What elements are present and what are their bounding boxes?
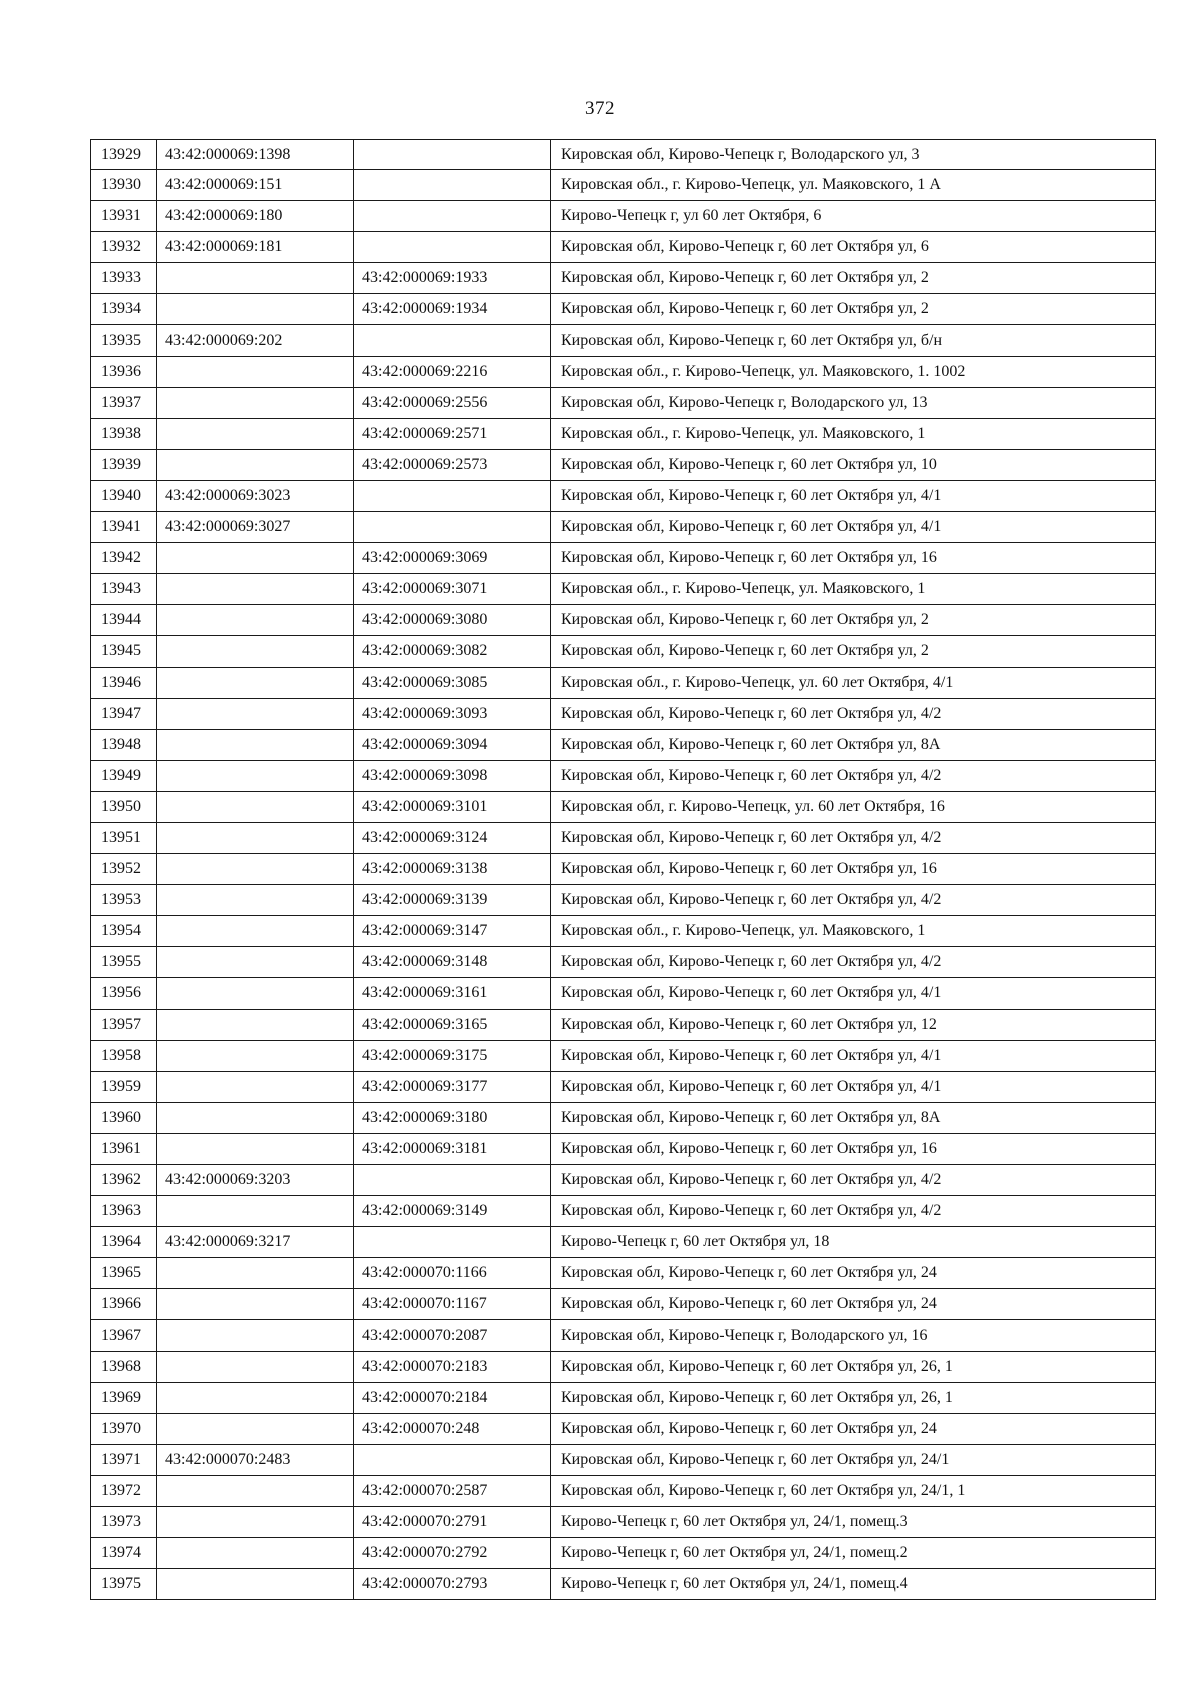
- address-cell: Кировская обл, Кирово-Чепецк г, 60 лет Октября ул, 8А: [551, 1102, 1156, 1133]
- cadastral-number-cell: [157, 356, 354, 387]
- related-cadastral-number-cell: 43:42:000070:2087: [354, 1320, 551, 1351]
- address-cell: Кировская обл., г. Кирово-Чепецк, ул. Маяковского, 1: [551, 916, 1156, 947]
- related-cadastral-number-cell: 43:42:000069:3098: [354, 760, 551, 791]
- cadastral-number-cell: [157, 854, 354, 885]
- row-number-cell: 13975: [91, 1569, 157, 1600]
- table-row: [91, 1196, 1156, 1227]
- related-cadastral-number-cell: [354, 1444, 551, 1475]
- cadastral-number-cell: [157, 1196, 354, 1227]
- table-row: [91, 791, 1156, 822]
- row-number-cell: 13939: [91, 449, 157, 480]
- address-cell: Кировская обл, Кирово-Чепецк г, 60 лет Октября ул, б/н: [551, 325, 1156, 356]
- related-cadastral-number-cell: 43:42:000070:2184: [354, 1382, 551, 1413]
- cadastral-number-cell: 43:42:000069:3023: [157, 480, 354, 511]
- address-cell: Кировская обл, Кирово-Чепецк г, 60 лет Октября ул, 12: [551, 1009, 1156, 1040]
- row-number-cell: 13930: [91, 170, 157, 201]
- cadastral-number-cell: [157, 978, 354, 1009]
- table-row: [91, 698, 1156, 729]
- cadastral-number-cell: [157, 760, 354, 791]
- row-number-cell: 13955: [91, 947, 157, 978]
- row-number-cell: 13938: [91, 418, 157, 449]
- table-row: [91, 232, 1156, 263]
- related-cadastral-number-cell: 43:42:000069:2556: [354, 387, 551, 418]
- address-cell: Кировская обл, Кирово-Чепецк г, 60 лет Октября ул, 2: [551, 605, 1156, 636]
- row-number-cell: 13966: [91, 1289, 157, 1320]
- row-number-cell: 13965: [91, 1258, 157, 1289]
- cadastral-number-cell: [157, 1538, 354, 1569]
- address-cell: Кирово-Чепецк г, 60 лет Октября ул, 18: [551, 1227, 1156, 1258]
- cadastral-number-cell: [157, 1413, 354, 1444]
- related-cadastral-number-cell: 43:42:000069:3124: [354, 822, 551, 853]
- row-number-cell: 13947: [91, 698, 157, 729]
- related-cadastral-number-cell: 43:42:000069:3093: [354, 698, 551, 729]
- related-cadastral-number-cell: 43:42:000069:3175: [354, 1040, 551, 1071]
- cadastral-number-cell: [157, 543, 354, 574]
- address-cell: Кировская обл., г. Кирово-Чепецк, ул. 60 лет Октября, 4/1: [551, 667, 1156, 698]
- table-row: [91, 636, 1156, 667]
- cadastral-number-cell: [157, 574, 354, 605]
- related-cadastral-number-cell: 43:42:000069:3094: [354, 729, 551, 760]
- address-cell: Кирово-Чепецк г, 60 лет Октября ул, 24/1, помещ.3: [551, 1507, 1156, 1538]
- related-cadastral-number-cell: [354, 232, 551, 263]
- address-cell: Кировская обл, Кирово-Чепецк г, 60 лет Октября ул, 2: [551, 636, 1156, 667]
- row-number-cell: 13937: [91, 387, 157, 418]
- related-cadastral-number-cell: 43:42:000070:2792: [354, 1538, 551, 1569]
- table-row: [91, 1382, 1156, 1413]
- row-number-cell: 13936: [91, 356, 157, 387]
- table-row: [91, 356, 1156, 387]
- related-cadastral-number-cell: 43:42:000069:1933: [354, 263, 551, 294]
- row-number-cell: 13958: [91, 1040, 157, 1071]
- table-row: [91, 1102, 1156, 1133]
- address-cell: Кирово-Чепецк г, 60 лет Октября ул, 24/1, помещ.4: [551, 1569, 1156, 1600]
- cadastral-number-cell: 43:42:000069:202: [157, 325, 354, 356]
- address-cell: Кировская обл, Кирово-Чепецк г, Володарского ул, 3: [551, 140, 1156, 170]
- cadastral-number-cell: [157, 729, 354, 760]
- cadastral-number-cell: [157, 1071, 354, 1102]
- table-row: [91, 978, 1156, 1009]
- row-number-cell: 13968: [91, 1351, 157, 1382]
- address-cell: Кировская обл, Кирово-Чепецк г, 60 лет Октября ул, 4/1: [551, 1040, 1156, 1071]
- row-number-cell: 13946: [91, 667, 157, 698]
- row-number-cell: 13959: [91, 1071, 157, 1102]
- address-cell: Кировская обл, Кирово-Чепецк г, 60 лет Октября ул, 2: [551, 294, 1156, 325]
- address-cell: Кировская обл., г. Кирово-Чепецк, ул. Маяковского, 1: [551, 418, 1156, 449]
- table-row: [91, 947, 1156, 978]
- related-cadastral-number-cell: 43:42:000070:1167: [354, 1289, 551, 1320]
- table-row: [91, 574, 1156, 605]
- row-number-cell: 13941: [91, 512, 157, 543]
- related-cadastral-number-cell: [354, 170, 551, 201]
- row-number-cell: 13967: [91, 1320, 157, 1351]
- address-cell: Кировская обл., г. Кирово-Чепецк, ул. Маяковского, 1. 1002: [551, 356, 1156, 387]
- row-number-cell: 13953: [91, 885, 157, 916]
- table-row: [91, 1351, 1156, 1382]
- related-cadastral-number-cell: 43:42:000069:3082: [354, 636, 551, 667]
- table-row: [91, 885, 1156, 916]
- address-cell: Кировская обл, Кирово-Чепецк г, Володарского ул, 16: [551, 1320, 1156, 1351]
- address-cell: Кировская обл, Кирово-Чепецк г, 60 лет Октября ул, 8А: [551, 729, 1156, 760]
- row-number-cell: 13933: [91, 263, 157, 294]
- cadastral-number-cell: [157, 1320, 354, 1351]
- page-number: 372: [585, 98, 615, 119]
- table-row: [91, 1258, 1156, 1289]
- cadastral-number-cell: 43:42:000070:2483: [157, 1444, 354, 1475]
- address-cell: Кировская обл, Кирово-Чепецк г, 60 лет Октября ул, 4/1: [551, 1071, 1156, 1102]
- cadastral-number-cell: [157, 1258, 354, 1289]
- cadastral-number-cell: [157, 1569, 354, 1600]
- table-row: [91, 1289, 1156, 1320]
- address-cell: Кировская обл, Кирово-Чепецк г, 60 лет Октября ул, 4/2: [551, 885, 1156, 916]
- row-number-cell: 13971: [91, 1444, 157, 1475]
- address-cell: Кировская обл, г. Кирово-Чепецк, ул. 60 лет Октября, 16: [551, 791, 1156, 822]
- table-row: [91, 418, 1156, 449]
- table-row: [91, 170, 1156, 201]
- related-cadastral-number-cell: 43:42:000069:3180: [354, 1102, 551, 1133]
- table-row: [91, 1413, 1156, 1444]
- table-row: [91, 201, 1156, 232]
- address-cell: Кировская обл, Кирово-Чепецк г, 60 лет Октября ул, 24: [551, 1289, 1156, 1320]
- cadastral-number-cell: [157, 947, 354, 978]
- related-cadastral-number-cell: [354, 325, 551, 356]
- registry-table: [90, 139, 1156, 1600]
- row-number-cell: 13940: [91, 480, 157, 511]
- table-row: [91, 1227, 1156, 1258]
- row-number-cell: 13962: [91, 1165, 157, 1196]
- row-number-cell: 13957: [91, 1009, 157, 1040]
- table-row: [91, 1165, 1156, 1196]
- address-cell: Кировская обл, Кирово-Чепецк г, 60 лет Октября ул, 26, 1: [551, 1351, 1156, 1382]
- row-number-cell: 13960: [91, 1102, 157, 1133]
- table-row: [91, 449, 1156, 480]
- related-cadastral-number-cell: 43:42:000069:3071: [354, 574, 551, 605]
- row-number-cell: 13956: [91, 978, 157, 1009]
- cadastral-number-cell: [157, 822, 354, 853]
- table-row: [91, 854, 1156, 885]
- row-number-cell: 13969: [91, 1382, 157, 1413]
- table-row: [91, 512, 1156, 543]
- table-row: [91, 294, 1156, 325]
- cadastral-number-cell: [157, 1133, 354, 1164]
- related-cadastral-number-cell: 43:42:000069:2216: [354, 356, 551, 387]
- related-cadastral-number-cell: 43:42:000069:3161: [354, 978, 551, 1009]
- cadastral-number-cell: [157, 418, 354, 449]
- registry-table-body: [91, 140, 1156, 1600]
- related-cadastral-number-cell: 43:42:000069:3165: [354, 1009, 551, 1040]
- related-cadastral-number-cell: 43:42:000069:2571: [354, 418, 551, 449]
- cadastral-number-cell: [157, 294, 354, 325]
- address-cell: Кирово-Чепецк г, ул 60 лет Октября, 6: [551, 201, 1156, 232]
- cadastral-number-cell: [157, 1351, 354, 1382]
- address-cell: Кировская обл, Кирово-Чепецк г, 60 лет Октября ул, 4/2: [551, 760, 1156, 791]
- cadastral-number-cell: 43:42:000069:180: [157, 201, 354, 232]
- address-cell: Кировская обл, Кирово-Чепецк г, 60 лет Октября ул, 6: [551, 232, 1156, 263]
- row-number-cell: 13951: [91, 822, 157, 853]
- table-row: [91, 1444, 1156, 1475]
- table-row: [91, 1071, 1156, 1102]
- table-row: [91, 1507, 1156, 1538]
- table-row: [91, 1009, 1156, 1040]
- related-cadastral-number-cell: 43:42:000069:3147: [354, 916, 551, 947]
- related-cadastral-number-cell: [354, 140, 551, 170]
- row-number-cell: 13948: [91, 729, 157, 760]
- related-cadastral-number-cell: 43:42:000070:2587: [354, 1475, 551, 1506]
- cadastral-number-cell: 43:42:000069:151: [157, 170, 354, 201]
- row-number-cell: 13970: [91, 1413, 157, 1444]
- row-number-cell: 13945: [91, 636, 157, 667]
- cadastral-number-cell: [157, 636, 354, 667]
- table-row: [91, 605, 1156, 636]
- related-cadastral-number-cell: [354, 201, 551, 232]
- cadastral-number-cell: [157, 1040, 354, 1071]
- cadastral-number-cell: [157, 263, 354, 294]
- address-cell: Кировская обл, Кирово-Чепецк г, 60 лет Октября ул, 16: [551, 1133, 1156, 1164]
- table-row: [91, 822, 1156, 853]
- cadastral-number-cell: [157, 1475, 354, 1506]
- related-cadastral-number-cell: 43:42:000069:3181: [354, 1133, 551, 1164]
- table-row: [91, 1569, 1156, 1600]
- row-number-cell: 13950: [91, 791, 157, 822]
- table-row: [91, 760, 1156, 791]
- address-cell: Кировская обл, Кирово-Чепецк г, 60 лет Октября ул, 24/1: [551, 1444, 1156, 1475]
- address-cell: Кировская обл, Кирово-Чепецк г, 60 лет Октября ул, 24: [551, 1258, 1156, 1289]
- row-number-cell: 13952: [91, 854, 157, 885]
- row-number-cell: 13961: [91, 1133, 157, 1164]
- table-row: [91, 667, 1156, 698]
- table-row: [91, 729, 1156, 760]
- cadastral-number-cell: [157, 885, 354, 916]
- related-cadastral-number-cell: 43:42:000070:2183: [354, 1351, 551, 1382]
- row-number-cell: 13944: [91, 605, 157, 636]
- cadastral-number-cell: [157, 1382, 354, 1413]
- row-number-cell: 13931: [91, 201, 157, 232]
- cadastral-number-cell: [157, 916, 354, 947]
- cadastral-number-cell: [157, 1507, 354, 1538]
- address-cell: Кировская обл, Кирово-Чепецк г, 60 лет Октября ул, 4/2: [551, 947, 1156, 978]
- row-number-cell: 13972: [91, 1475, 157, 1506]
- related-cadastral-number-cell: [354, 480, 551, 511]
- table-row: [91, 480, 1156, 511]
- table-row: [91, 1538, 1156, 1569]
- related-cadastral-number-cell: 43:42:000070:248: [354, 1413, 551, 1444]
- cadastral-number-cell: 43:42:000069:3217: [157, 1227, 354, 1258]
- address-cell: Кировская обл, Кирово-Чепецк г, 60 лет Октября ул, 4/1: [551, 480, 1156, 511]
- row-number-cell: 13974: [91, 1538, 157, 1569]
- row-number-cell: 13954: [91, 916, 157, 947]
- address-cell: Кировская обл, Кирово-Чепецк г, 60 лет Октября ул, 24: [551, 1413, 1156, 1444]
- cadastral-number-cell: [157, 1009, 354, 1040]
- related-cadastral-number-cell: 43:42:000069:1934: [354, 294, 551, 325]
- related-cadastral-number-cell: 43:42:000069:3080: [354, 605, 551, 636]
- row-number-cell: 13949: [91, 760, 157, 791]
- table-row: [91, 916, 1156, 947]
- address-cell: Кировская обл., г. Кирово-Чепецк, ул. Маяковского, 1: [551, 574, 1156, 605]
- cadastral-number-cell: [157, 605, 354, 636]
- address-cell: Кировская обл, Кирово-Чепецк г, 60 лет Октября ул, 2: [551, 263, 1156, 294]
- related-cadastral-number-cell: [354, 1227, 551, 1258]
- related-cadastral-number-cell: 43:42:000069:3177: [354, 1071, 551, 1102]
- related-cadastral-number-cell: 43:42:000070:1166: [354, 1258, 551, 1289]
- related-cadastral-number-cell: 43:42:000069:3101: [354, 791, 551, 822]
- related-cadastral-number-cell: 43:42:000069:3148: [354, 947, 551, 978]
- table-row: [91, 1320, 1156, 1351]
- related-cadastral-number-cell: [354, 1165, 551, 1196]
- address-cell: Кировская обл, Кирово-Чепецк г, 60 лет Октября ул, 26, 1: [551, 1382, 1156, 1413]
- cadastral-number-cell: [157, 1289, 354, 1320]
- row-number-cell: 13942: [91, 543, 157, 574]
- table-row: [91, 325, 1156, 356]
- address-cell: Кировская обл, Кирово-Чепецк г, 60 лет Октября ул, 4/1: [551, 512, 1156, 543]
- address-cell: Кировская обл., г. Кирово-Чепецк, ул. Маяковского, 1 А: [551, 170, 1156, 201]
- cadastral-number-cell: [157, 1102, 354, 1133]
- cadastral-number-cell: [157, 449, 354, 480]
- address-cell: Кировская обл, Кирово-Чепецк г, 60 лет Октября ул, 4/2: [551, 822, 1156, 853]
- address-cell: Кировская обл, Кирово-Чепецк г, 60 лет Октября ул, 16: [551, 854, 1156, 885]
- row-number-cell: 13935: [91, 325, 157, 356]
- cadastral-number-cell: [157, 791, 354, 822]
- address-cell: Кировская обл, Кирово-Чепецк г, 60 лет Октября ул, 4/1: [551, 978, 1156, 1009]
- related-cadastral-number-cell: 43:42:000070:2793: [354, 1569, 551, 1600]
- related-cadastral-number-cell: 43:42:000069:3069: [354, 543, 551, 574]
- row-number-cell: 13963: [91, 1196, 157, 1227]
- table-row: [91, 140, 1156, 170]
- related-cadastral-number-cell: 43:42:000069:2573: [354, 449, 551, 480]
- address-cell: Кировская обл, Кирово-Чепецк г, 60 лет Октября ул, 10: [551, 449, 1156, 480]
- table-row: [91, 1133, 1156, 1164]
- cadastral-number-cell: [157, 698, 354, 729]
- table-row: [91, 1040, 1156, 1071]
- address-cell: Кировская обл, Кирово-Чепецк г, 60 лет Октября ул, 24/1, 1: [551, 1475, 1156, 1506]
- related-cadastral-number-cell: 43:42:000069:3149: [354, 1196, 551, 1227]
- table-row: [91, 1475, 1156, 1506]
- address-cell: Кировская обл, Кирово-Чепецк г, 60 лет Октября ул, 4/2: [551, 1165, 1156, 1196]
- related-cadastral-number-cell: 43:42:000069:3138: [354, 854, 551, 885]
- table-row: [91, 263, 1156, 294]
- cadastral-number-cell: 43:42:000069:181: [157, 232, 354, 263]
- row-number-cell: 13964: [91, 1227, 157, 1258]
- cadastral-number-cell: 43:42:000069:1398: [157, 140, 354, 170]
- row-number-cell: 13932: [91, 232, 157, 263]
- cadastral-number-cell: [157, 667, 354, 698]
- cadastral-number-cell: [157, 387, 354, 418]
- related-cadastral-number-cell: 43:42:000070:2791: [354, 1507, 551, 1538]
- table-row: [91, 387, 1156, 418]
- address-cell: Кирово-Чепецк г, 60 лет Октября ул, 24/1, помещ.2: [551, 1538, 1156, 1569]
- row-number-cell: 13943: [91, 574, 157, 605]
- address-cell: Кировская обл, Кирово-Чепецк г, 60 лет Октября ул, 16: [551, 543, 1156, 574]
- row-number-cell: 13929: [91, 140, 157, 170]
- related-cadastral-number-cell: [354, 512, 551, 543]
- cadastral-number-cell: 43:42:000069:3203: [157, 1165, 354, 1196]
- row-number-cell: 13973: [91, 1507, 157, 1538]
- table-row: [91, 543, 1156, 574]
- row-number-cell: 13934: [91, 294, 157, 325]
- address-cell: Кировская обл, Кирово-Чепецк г, 60 лет Октября ул, 4/2: [551, 1196, 1156, 1227]
- related-cadastral-number-cell: 43:42:000069:3085: [354, 667, 551, 698]
- address-cell: Кировская обл, Кирово-Чепецк г, 60 лет Октября ул, 4/2: [551, 698, 1156, 729]
- related-cadastral-number-cell: 43:42:000069:3139: [354, 885, 551, 916]
- address-cell: Кировская обл, Кирово-Чепецк г, Володарского ул, 13: [551, 387, 1156, 418]
- cadastral-number-cell: 43:42:000069:3027: [157, 512, 354, 543]
